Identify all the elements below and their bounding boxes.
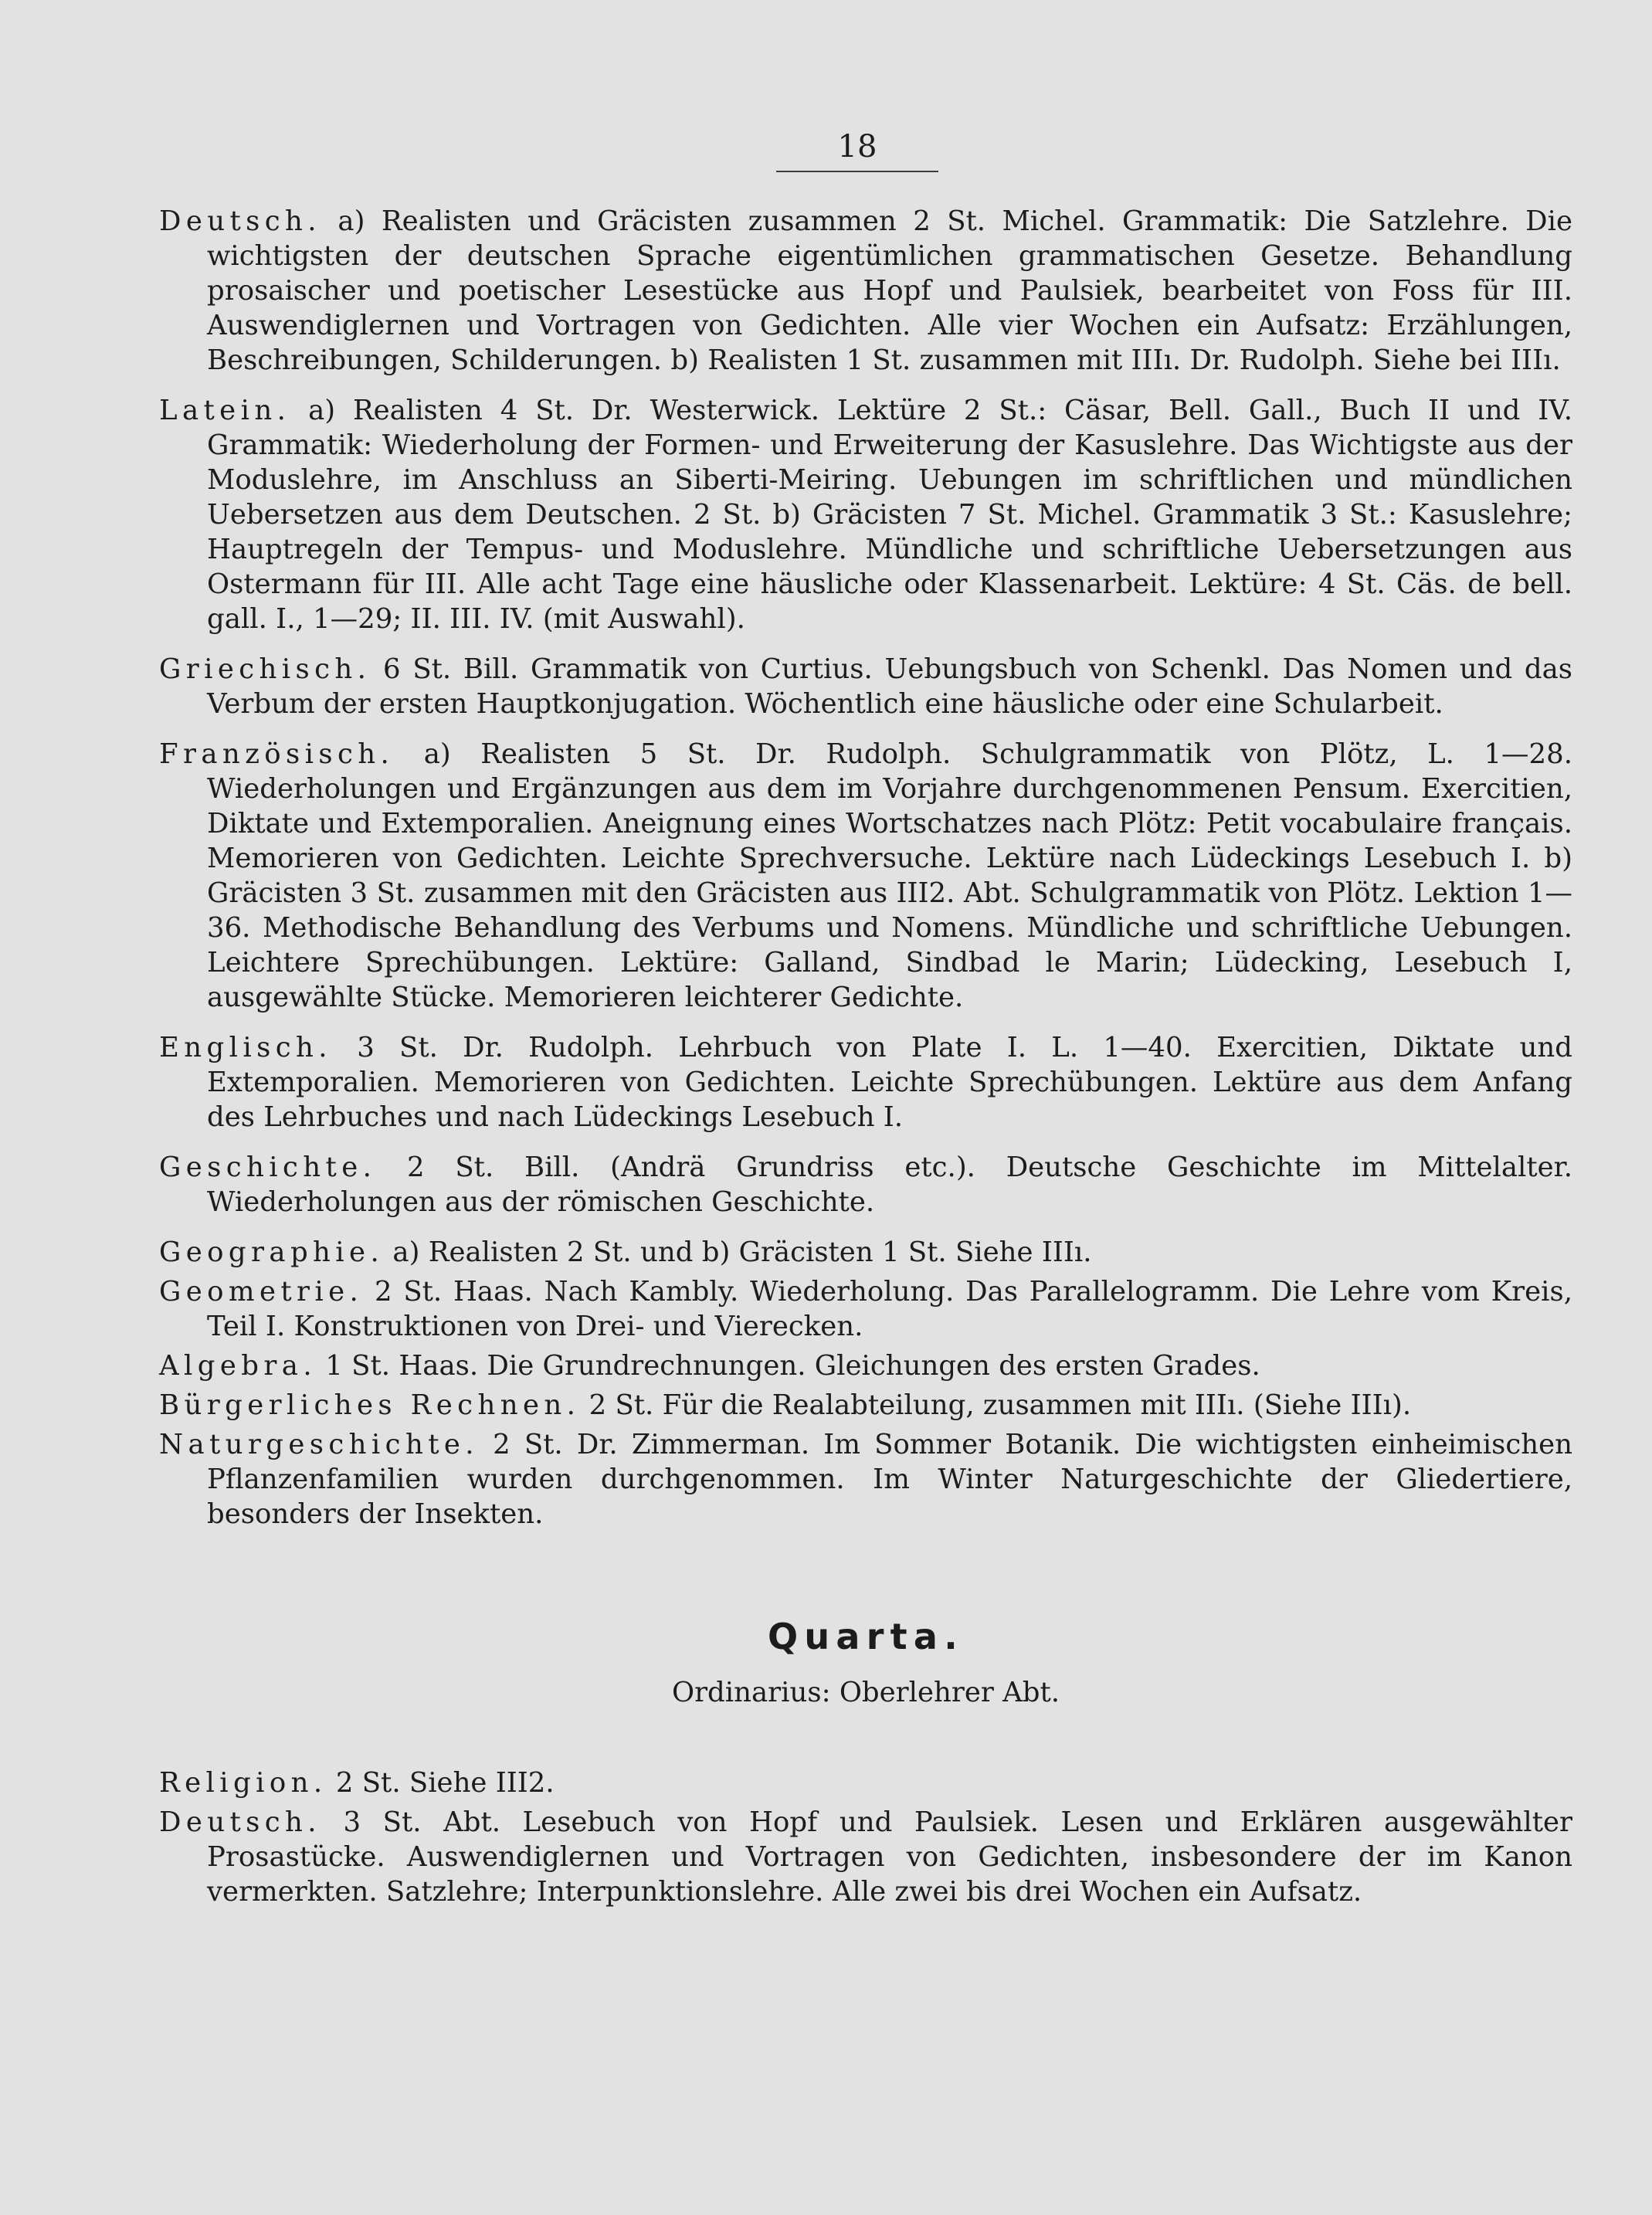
subject-naturgeschichte <box>159 1427 1572 1532</box>
subject-name: Englisch. <box>159 1032 332 1063</box>
page-content <box>159 204 1572 1925</box>
subject-name: Geometrie. <box>159 1276 364 1308</box>
subject-deutsch-quarta <box>159 1805 1572 1909</box>
subject-geographie <box>159 1235 1572 1270</box>
subject-name: Französisch. <box>159 738 395 770</box>
subject-text: a) Realisten und Gräcisten zusammen 2 St. Michel. Grammatik: Die Satzlehre. Die wichtigsten der deutschen Sprache eigentümlichen grammatischen Gesetze. Behandlung prosaischer und poetischer Lesestücke aus Hopf und Paulsiek, bearbeitet von Foss für III. Auswendiglernen und Vortragen von Gedichten. Alle vier Wochen ein Aufsatz: Erzählungen, Beschreibungen, Schilderungen. b) Realisten 1 St. zusammen mit IIIı. Dr. Rudolph. Siehe bei IIIı. <box>207 205 1572 376</box>
subject-geschichte <box>159 1150 1572 1219</box>
subject-name: Algebra. <box>159 1350 317 1382</box>
subject-name: Naturgeschichte. <box>159 1429 479 1460</box>
page-number-rule <box>776 171 938 172</box>
subject-text: 1 St. Haas. Die Grundrechnungen. Gleichungen des ersten Grades. <box>325 1350 1260 1382</box>
subject-text: a) Realisten 5 St. Dr. Rudolph. Schulgrammatik von Plötz, L. 1—28. Wiederholungen und Ergänzungen aus dem im Vorjahre durchgenommenen Pensum. Exercitien, Diktate und Extemporalien. Aneignung eines Wortschatzes nach Plötz: Petit vocabulaire français. Memorieren von Gedichten. Leichte Sprechversuche. Lektüre nach Lüdeckings Lesebuch I. b) Gräcisten 3 St. zusammen mit den Gräcisten aus III2. Abt. Schulgrammatik von Plötz. Lektion 1—36. Methodische Behandlung des Verbums und Nomens. Mündliche und schriftliche Uebungen. Leichtere Sprechübungen. Lektüre: Galland, Sindbad le Marin; Lüdecking, Lesebuch I, ausgewählte Stücke. Memorieren leichterer Gedichte. <box>207 738 1572 1013</box>
subject-name: Geschichte. <box>159 1152 377 1183</box>
subject-name: Bürgerliches Rechnen. <box>159 1389 581 1421</box>
subject-franzoesisch <box>159 737 1572 1015</box>
subject-algebra <box>159 1348 1572 1383</box>
subject-englisch <box>159 1030 1572 1135</box>
subject-griechisch <box>159 652 1572 721</box>
subject-name: Latein. <box>159 395 291 426</box>
subject-text: 2 St. Bill. (Andrä Grundriss etc.). Deutsche Geschichte im Mittelalter. Wiederholungen aus der römischen Geschichte. <box>207 1152 1572 1218</box>
subject-text: 3 St. Dr. Rudolph. Lehrbuch von Plate I. L. 1—40. Exercitien, Diktate und Extemporalien. Memorieren von Gedichten. Leichte Sprechübungen. Lektüre aus dem Anfang des Lehrbuches und nach Lüdeckings Lesebuch I. <box>207 1032 1572 1133</box>
subject-latein <box>159 393 1572 636</box>
section-heading-quarta: Quarta. <box>767 1616 965 1657</box>
subject-text: 2 St. Für die Realabteilung, zusammen mit IIIı. (Siehe IIIı). <box>589 1389 1412 1421</box>
subject-text: a) Realisten 4 St. Dr. Westerwick. Lektüre 2 St.: Cäsar, Bell. Gall., Buch II und IV. Grammatik: Wiederholung der Formen- und Erweiterung der Kasuslehre. Das Wichtigste aus der Moduslehre, im Anschluss an Siberti-Meiring. Uebungen im schriftlichen und mündlichen Uebersetzen aus dem Deutschen. 2 St. b) Gräcisten 7 St. Michel. Grammatik 3 St.: Kasuslehre; Hauptregeln der Tempus- und Moduslehre. Mündliche und schriftliche Uebersetzungen aus Ostermann für III. Alle acht Tage eine häusliche oder Klassenarbeit. Lektüre: 4 St. Cäs. de bell. gall. I., 1—29; II. III. IV. (mit Auswahl). <box>207 395 1572 635</box>
subject-text: 3 St. Abt. Lesebuch von Hopf und Paulsiek. Lesen und Erklären ausgewählter Prosastücke. Auswendiglernen und Vortragen von Gedichten, insbesondere der im Kanon vermerkten. Satzlehre; Interpunktionslehre. Alle zwei bis drei Wochen ein Aufsatz. <box>207 1806 1572 1908</box>
subject-name: Religion. <box>159 1767 327 1799</box>
subject-deutsch-upper <box>159 204 1572 378</box>
subject-buergerliches-rechnen <box>159 1388 1572 1423</box>
subject-name: Deutsch. <box>159 1806 321 1838</box>
subject-name: Griechisch. <box>159 653 371 685</box>
subject-geometrie <box>159 1274 1572 1344</box>
ordinarius-line: Ordinarius: Oberlehrer Abt. <box>671 1677 1060 1708</box>
subject-text: a) Realisten 2 St. und b) Gräcisten 1 St. Siehe IIIı. <box>392 1236 1092 1268</box>
subject-text: 2 St. Haas. Nach Kambly. Wiederholung. Das Parallelogramm. Die Lehre vom Kreis, Teil I. Konstruktionen von Drei- und Vierecken. <box>207 1276 1573 1342</box>
subject-text: 2 St. Dr. Zimmerman. Im Sommer Botanik. Die wichtigsten einheimischen Pflanzenfamilien wurden durchgenommen. Im Winter Naturgeschichte der Gliedertiere, besonders der Insekten. <box>207 1429 1572 1530</box>
subject-religion <box>159 1766 1572 1800</box>
subject-name: Deutsch. <box>159 205 321 237</box>
page-number: 18 <box>837 129 877 165</box>
subject-name: Geographie. <box>159 1236 385 1268</box>
subject-text: 2 St. Siehe III2. <box>335 1767 555 1799</box>
subject-text: 6 St. Bill. Grammatik von Curtius. Uebungsbuch von Schenkl. Das Nomen und das Verbum der ersten Hauptkonjugation. Wöchentlich eine häusliche oder eine Schularbeit. <box>207 653 1572 720</box>
